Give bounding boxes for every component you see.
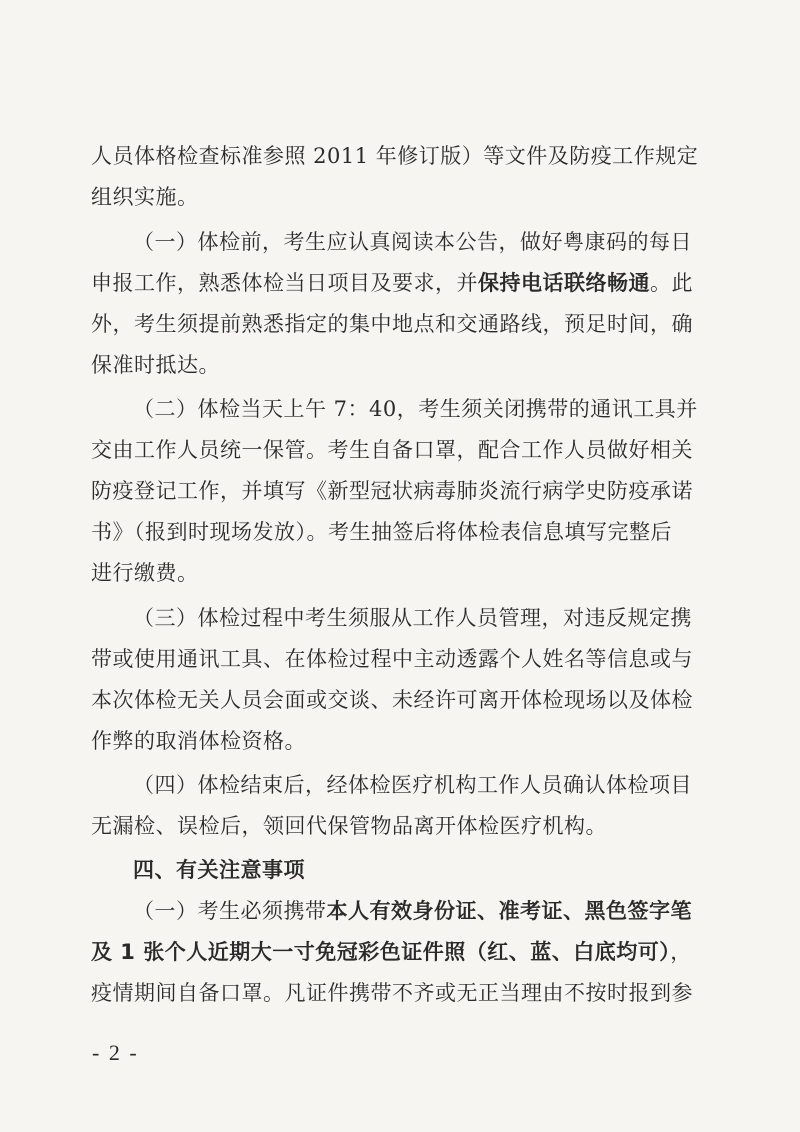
text-line-14 bbox=[0, 685, 800, 715]
text-line-12 bbox=[0, 603, 800, 633]
page-number: - 2 - bbox=[92, 1040, 139, 1065]
line-text: （三）体检过程中考生须服从工作人员管理，对违反规定携 bbox=[133, 606, 692, 630]
heading-text: 四、有关注意事项 bbox=[133, 858, 305, 882]
line-text-bold: 本人有效身份证、准考证、黑色签字笔 bbox=[326, 899, 692, 923]
text-line-9 bbox=[0, 476, 800, 506]
text-line-1 bbox=[0, 141, 800, 171]
text-line-15 bbox=[0, 726, 800, 756]
line-text: （二）体检当天上午 7：40，考生须关闭携带的通讯工具并 bbox=[133, 397, 698, 421]
line-text: 组织实施。 bbox=[91, 185, 199, 209]
text-line-13 bbox=[0, 644, 800, 674]
line-text: 无漏检、误检后，领回代保管物品离开体检医疗机构。 bbox=[91, 814, 607, 838]
text-line-4 bbox=[0, 268, 800, 298]
text-line-2 bbox=[0, 182, 800, 212]
text-line-3 bbox=[0, 227, 800, 257]
section-heading bbox=[0, 855, 800, 885]
text-line-17 bbox=[0, 811, 800, 841]
line-text-bold: 及 1 张个人近期大一寸免冠彩色证件照（红、蓝、白底均可） bbox=[91, 940, 671, 964]
line-text: 本次体检无关人员会面或交谈、未经许可离开体检现场以及体检 bbox=[91, 688, 693, 712]
text-line-8 bbox=[0, 435, 800, 465]
text-line-6 bbox=[0, 350, 800, 380]
text-line-20 bbox=[0, 937, 800, 967]
line-text: 外，考生须提前熟悉指定的集中地点和交通路线，预足时间，确 bbox=[91, 312, 693, 336]
line-text-post: ， bbox=[670, 940, 692, 964]
line-text: 作弊的取消体检资格。 bbox=[91, 729, 306, 753]
line-text: 疫情期间自备口罩。凡证件携带不齐或无正当理由不按时报到参 bbox=[91, 981, 693, 1005]
text-line-11 bbox=[0, 558, 800, 588]
line-text: （一）体检前，考生应认真阅读本公告，做好粤康码的每日 bbox=[133, 230, 692, 254]
line-text: 书》（报到时现场发放）。考生抽签后将体检表信息填写完整后 bbox=[91, 520, 672, 544]
text-line-19 bbox=[0, 896, 800, 926]
line-text: 防疫登记工作，并填写《新型冠状病毒肺炎流行病学史防疫承诺 bbox=[91, 479, 693, 503]
text-line-10 bbox=[0, 517, 800, 547]
text-line-16 bbox=[0, 770, 800, 800]
text-line-7 bbox=[0, 394, 800, 424]
line-text-pre: （一）考生必须携带 bbox=[133, 899, 327, 923]
line-text-pre: 申报工作，熟悉体检当日项目及要求，并 bbox=[91, 271, 478, 295]
line-text: 人员体格检查标准参照 2011 年修订版）等文件及防疫工作规定 bbox=[91, 144, 699, 168]
line-text: 带或使用通讯工具、在体检过程中主动透露个人姓名等信息或与 bbox=[91, 647, 693, 671]
line-text: 交由工作人员统一保管。考生自备口罩，配合工作人员做好相关 bbox=[91, 438, 693, 462]
line-text: 保准时抵达。 bbox=[91, 353, 220, 377]
line-text: 进行缴费。 bbox=[91, 561, 199, 585]
line-text-post: 。此 bbox=[650, 271, 693, 295]
line-text: （四）体检结束后，经体检医疗机构工作人员确认体检项目 bbox=[133, 773, 692, 797]
line-text-bold: 保持电话联络畅通 bbox=[478, 271, 650, 295]
text-line-21 bbox=[0, 978, 800, 1008]
text-line-5 bbox=[0, 309, 800, 339]
